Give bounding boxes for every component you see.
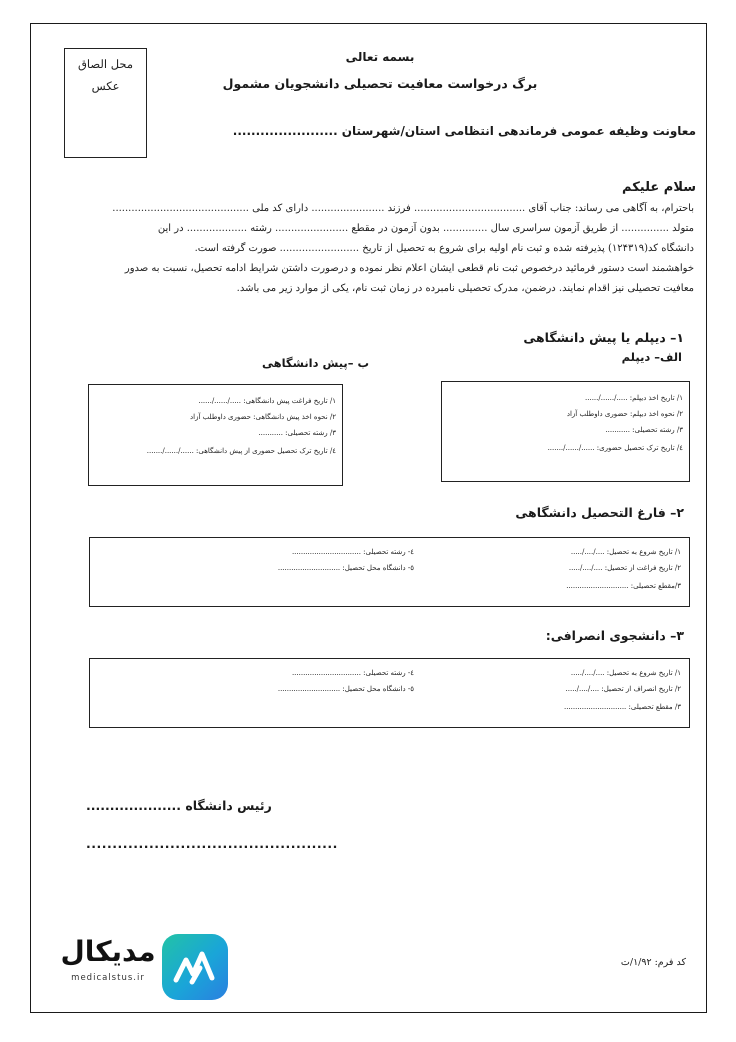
form-code: کد فرم: ۱/۹۲/ت <box>620 957 686 968</box>
preuni-line-3: ۳/ رشته تحصیلی: ........... <box>258 429 336 437</box>
withdraw-left-1: ٤- رشته تحصیلی: ............................... <box>291 669 414 677</box>
body-line-5: معافیت تحصیلی نیز اقدام نمایند. درضمن، مدرک تحصیلی نامبرده در زمان ثبت نام، یکی از موارد زیر می باشد. <box>236 283 694 294</box>
section1-title: ۱– دیپلم یا پیش دانشگاهی <box>523 330 684 345</box>
photo-label-1: محل الصاق <box>77 57 134 71</box>
bismillah: بسمه تعالی <box>345 50 415 64</box>
section1-sub-b: ب –پیش دانشگاهی <box>262 356 370 370</box>
section3-title: ۳– دانشجوی انصرافی: <box>545 628 684 643</box>
brand-url: medicalstus.ir <box>71 973 145 983</box>
withdraw-right-2: ۲/ تاریخ انصراف از تحصیل: ..../..../..... <box>565 685 681 693</box>
brand-block <box>56 932 160 983</box>
grad-right-3: ۳/مقطع تحصیلی: ............................ <box>566 582 681 590</box>
form-title: برگ درخواست معافیت تحصیلی دانشجویان مشمول <box>222 76 538 91</box>
box-graduate <box>89 537 690 607</box>
preuni-line-1: ۱/ تاریخ فراغت پیش دانشگاهی: ...../....../...... <box>198 397 336 405</box>
brand-name: مدیکال <box>60 935 156 968</box>
box-pre-university <box>88 384 343 486</box>
diploma-line-1: ۱/ تاریخ اخذ دیپلم: ...../....../...... <box>585 394 683 402</box>
withdraw-left-2: ٥- دانشگاه محل تحصیل: ............................ <box>277 685 414 693</box>
section1-sub-a: الف– دیپلم <box>621 350 682 364</box>
grad-left-1: ٤- رشته تحصیلی: ............................... <box>291 548 414 556</box>
box-withdrawn <box>89 658 690 728</box>
body-paragraph <box>40 199 694 299</box>
signature-line: ................................................ <box>86 836 338 851</box>
grad-right-1: ۱/ تاریخ شروع به تحصیل: ..../..../..... <box>570 548 681 556</box>
box-diploma <box>441 381 690 482</box>
body-line-1: باحترام، به آگاهی می رساند: جناب آقای ................................... فرزند ....................... دارای کد ملی ........................................... <box>112 203 694 214</box>
withdraw-right-1: ۱/ تاریخ شروع به تحصیل: ..../..../..... <box>570 669 681 677</box>
diploma-line-4: ٤/ تاریخ ترک تحصیل حضوری: ....../....../....... <box>547 444 683 452</box>
addressee: معاونت وظیفه عمومی فرماندهی انتظامی استان/شهرستان ....................... <box>232 124 696 138</box>
photo-label-2: عکس <box>91 79 120 93</box>
body-line-4: خواهشمند است دستور فرمائید درخصوص ثبت نام قطعی ایشان اعلام نظر نموده و درصورت داشتن شرایط ادامه تحصیل، نسبت به صدور <box>124 263 694 274</box>
logo-mark-icon <box>162 934 228 1000</box>
photo-placeholder <box>64 48 147 158</box>
grad-right-2: ۲/ تاریخ فراغت از تحصیل: ..../..../..... <box>568 564 681 572</box>
greeting: سلام علیکم <box>622 180 696 195</box>
body-line-3: دانشگاه کد(۱۲۴۳۱۹) پذیرفته شده و ثبت نام اولیه برای شروع به تحصیل از تاریخ ......................... صورت گرفته است. <box>194 243 694 254</box>
preuni-line-2: ۲/ نحوه اخذ پیش دانشگاهی: حضوری داوطلب آزاد <box>190 413 336 421</box>
diploma-line-2: ۲/ نحوه اخذ دیپلم: حضوری داوطلب آزاد <box>566 410 683 418</box>
university-president: رئیس دانشگاه .................... <box>86 798 272 813</box>
section2-title: ۲– فارغ التحصیل دانشگاهی <box>515 505 684 520</box>
grad-left-2: ٥- دانشگاه محل تحصیل: ............................ <box>277 564 414 572</box>
body-line-2: متولد ............... از طریق آزمون سراسری سال .............. بدون آزمون در مقطع ....................... رشته ................... در این <box>157 223 694 234</box>
medical-logo-icon <box>162 934 228 1000</box>
diploma-line-3: ۳/ رشته تحصیلی: ........... <box>605 426 683 434</box>
withdraw-right-3: ۳/ مقطع تحصیلی: ............................ <box>563 703 681 711</box>
preuni-line-4: ٤/ تاریخ ترک تحصیل حضوری از پیش دانشگاهی: ....../....../....... <box>146 447 336 455</box>
